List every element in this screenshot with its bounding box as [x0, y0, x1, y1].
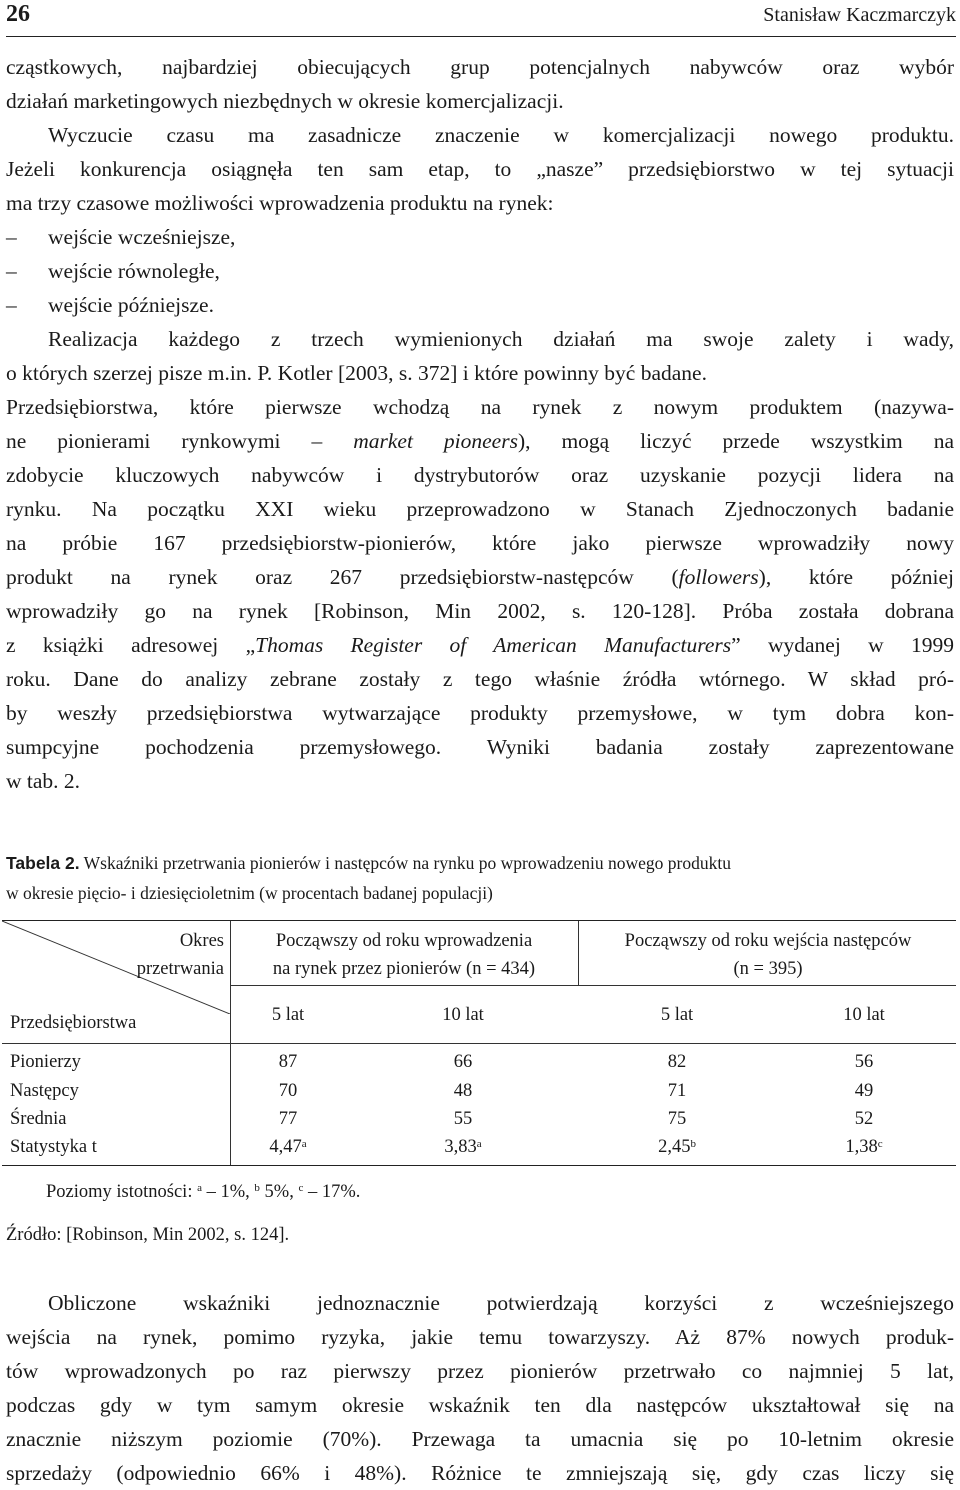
table-cell: 75 [667, 1109, 687, 1129]
text-line: zdobycie kluczowych nabywców i dystrybutorów oraz uzyskanie pozycji lidera na [6, 463, 954, 487]
list-item-text: wejście wcześniejsze, [48, 225, 236, 249]
table-caption [6, 848, 954, 908]
text-line: ne pionierami rynkowymi – market pioneers), mogą liczyć przede wszystkim na [6, 429, 954, 453]
running-header [6, 0, 956, 37]
corner-label-companies: Przedsiębiorstwa [10, 1013, 137, 1033]
text-line: sumpcyjne pochodzenia przemysłowego. Wyniki badania zostały zaprezentowane [6, 735, 954, 759]
table-source: Źródło: [Robinson, Min 2002, s. 124]. [6, 1225, 290, 1245]
text-line: o których szerzej pisze m.in. P. Kotler [2003, s. 372] i które powinny być badane. [6, 361, 707, 385]
survival-table [2, 920, 956, 1166]
row-label: Średnia [10, 1109, 67, 1129]
text-line: produkt na rynek oraz 267 przedsiębiorstw-następców (followers), które później [6, 565, 954, 589]
column-divider [578, 921, 579, 985]
sub-header: 10 lat [843, 1005, 885, 1025]
table-cell: 71 [667, 1081, 687, 1101]
author-name: Stanisław Kaczmarczyk [763, 4, 956, 26]
text-line: znacznie niższym poziomie (70%). Przewaga ta umacnia się po 10-letnim okresie [6, 1427, 954, 1451]
group-header-pioneers: Począwszy od roku wprowadzenia [275, 931, 533, 951]
table-cell: 1,38$^c$ [845, 1137, 883, 1157]
corner-label-period: przetrwania [136, 959, 224, 979]
text-line: Jeżeli konkurencja osiągnęła ten sam etap, to „nasze” przedsiębiorstwo w tej sytuacji [6, 157, 954, 181]
table-cell: 56 [854, 1052, 874, 1072]
list-item-text: wejście równoległe, [48, 259, 220, 283]
text-line: by weszły przedsiębiorstwa wytwarzające produkty przemysłowe, w tym dobra kon- [6, 701, 954, 725]
text-line: cząstkowych, najbardziej obiecujących grup potencjalnych nabywców oraz wybór [6, 55, 954, 79]
caption-line: Tabela 2. Wskaźniki przetrwania pionierów i następców na rynku po wprowadzeniu nowego produktu [6, 853, 731, 873]
text-line: Przedsiębiorstwa, które pierwsze wchodzą na rynek z nowym produktem (nazywa- [6, 395, 954, 419]
significance-note: Poziomy istotności: $^a$ – 1%, $^b$ 5%, $^c$ – 17%. [46, 1182, 361, 1202]
table-cell: 52 [854, 1109, 874, 1129]
text-line: z książki adresowej „Thomas Register of American Manufacturers” wydanej w 1999 [6, 633, 954, 657]
group-header-pioneers: na rynek przez pionierów (n = 434) [272, 959, 536, 979]
sub-header: 5 lat [660, 1005, 694, 1025]
text-line: wejścia na rynek, pomimo ryzyka, jakie temu towarzyszy. Aż 87% nowych produk- [6, 1325, 954, 1349]
table-cell: 48 [453, 1081, 473, 1101]
table-cell: 2,45$^b$ [658, 1137, 696, 1157]
text-line: Realizacja każdego z trzech wymienionych działań ma swoje zalety i wady, [48, 327, 954, 351]
header-divider [2, 1043, 956, 1044]
sub-header: 5 lat [271, 1005, 305, 1025]
corner-label-period: Okres [179, 931, 224, 951]
group-header-followers: Począwszy od roku wejścia następców [624, 931, 912, 951]
table-cell: 87 [278, 1052, 298, 1072]
header-divider [230, 985, 956, 986]
table-cell: 4,47$^a$ [269, 1137, 307, 1157]
text-line: roku. Dane do analizy zebrane zostały z tego właśnie źródła wtórnego. W skład pró- [6, 667, 954, 691]
table-cell: 55 [453, 1109, 473, 1129]
text-line: działań marketingowych niezbędnych w okresie komercjalizacji. [6, 89, 564, 113]
table-cell: 49 [854, 1081, 874, 1101]
group-header-followers: (n = 395) [733, 959, 803, 979]
table-cell: 70 [278, 1081, 298, 1101]
table-cell: 66 [453, 1052, 473, 1072]
row-label: Następcy [10, 1081, 79, 1101]
list-item: – wejście równoległe, [6, 259, 220, 283]
body-text-bottom [6, 1286, 954, 1490]
sub-header: 10 lat [442, 1005, 484, 1025]
page-number: 26 [6, 1, 30, 27]
row-label: Pionierzy [10, 1052, 81, 1072]
body-text-top [6, 50, 954, 798]
text-line: Wyczucie czasu ma zasadnicze znaczenie w komercjalizacji nowego produktu. [48, 123, 954, 147]
table-cell: 3,83$^a$ [444, 1137, 482, 1157]
text-line: rynku. Na początku XXI wieku przeprowadzono w Stanach Zjednoczonych badanie [6, 497, 954, 521]
text-line: ma trzy czasowe możliwości wprowadzenia produktu na rynek: [6, 191, 554, 215]
text-line: w tab. 2. [6, 769, 81, 793]
caption-label: Tabela 2. [6, 853, 80, 873]
text-line: tów wprowadzonych po raz pierwszy przez pionierów przetrwało co najmniej 5 lat, [6, 1359, 954, 1383]
table-cell: 82 [667, 1052, 687, 1072]
list-item: – wejście późniejsze. [6, 293, 214, 317]
text-line: sprzedaży (odpowiednio 66% i 48%). Różnice te zmniejszają się, gdy czas liczy się [6, 1461, 954, 1485]
text-line: wprowadziły go na rynek [Robinson, Min 2002, s. 120-128]. Próba została dobrana [6, 599, 954, 623]
list-item-text: wejście późniejsze. [48, 293, 214, 317]
caption-line: w okresie pięcio- i dziesięcioletnim (w procentach badanej populacji) [6, 883, 493, 903]
text-line: na próbie 167 przedsiębiorstw-pionierów, które jako pierwsze wprowadziły nowy [6, 531, 954, 555]
list-item: – wejście wcześniejsze, [6, 225, 236, 249]
text-line: Obliczone wskaźniki jednoznacznie potwierdzają korzyści z wcześniejszego [48, 1291, 954, 1315]
text-line: podczas gdy w tym samym okresie wskaźnik ten dla następców ukształtował się na [6, 1393, 954, 1417]
table-cell: 77 [278, 1109, 298, 1129]
row-label: Statystyka t [10, 1137, 97, 1157]
